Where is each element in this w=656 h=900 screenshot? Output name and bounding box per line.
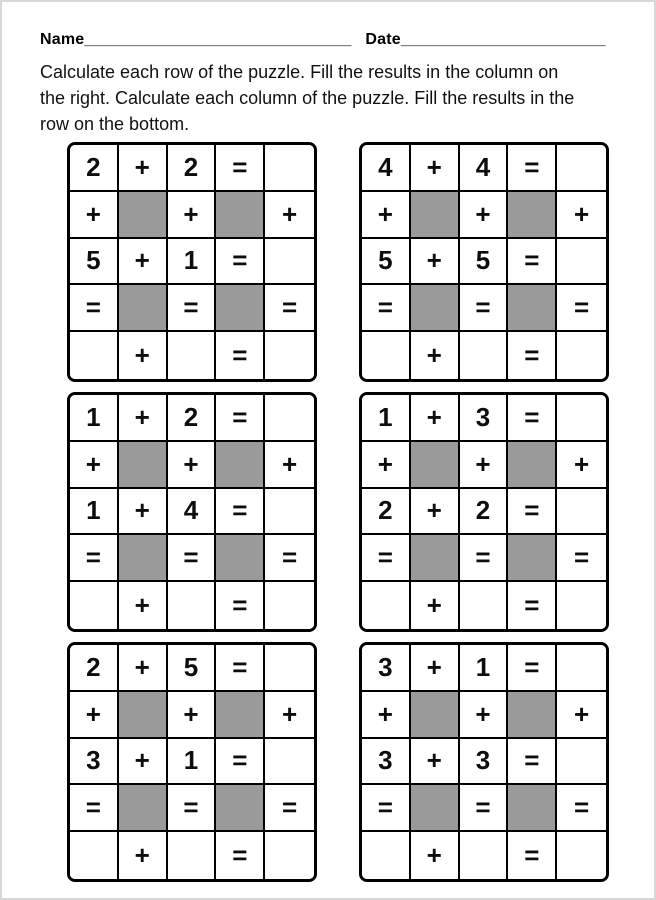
- operator-cell-p2-r4-c3: =: [508, 332, 557, 379]
- operator-cell-p5-r3-c0: =: [70, 785, 119, 832]
- number-cell-p2-r2-c2: 5: [460, 239, 509, 286]
- operator-cell-p6-r0-c1: +: [411, 645, 460, 692]
- answer-cell-p3-r4-c4[interactable]: [265, 582, 314, 629]
- number-cell-p6-r2-c2: 3: [460, 739, 509, 786]
- operator-cell-p3-r1-c0: +: [70, 442, 119, 489]
- number-cell-p2-r0-c0: 4: [362, 145, 411, 192]
- answer-cell-p1-r0-c4[interactable]: [265, 145, 314, 192]
- number-cell-p3-r0-c2: 2: [168, 395, 217, 442]
- answer-cell-p4-r0-c4[interactable]: [557, 395, 606, 442]
- operator-cell-p5-r1-c0: +: [70, 692, 119, 739]
- operator-cell-p4-r2-c3: =: [508, 489, 557, 536]
- operator-cell-p1-r1-c2: +: [168, 192, 217, 239]
- operator-cell-p5-r3-c2: =: [168, 785, 217, 832]
- number-cell-p4-r2-c2: 2: [460, 489, 509, 536]
- operator-cell-p2-r2-c3: =: [508, 239, 557, 286]
- operator-cell-p4-r2-c1: +: [411, 489, 460, 536]
- operator-cell-p1-r0-c1: +: [119, 145, 168, 192]
- operator-cell-p1-r4-c3: =: [216, 332, 265, 379]
- operator-cell-p4-r3-c0: =: [362, 535, 411, 582]
- operator-cell-p6-r1-c2: +: [460, 692, 509, 739]
- operator-cell-p2-r3-c0: =: [362, 285, 411, 332]
- operator-cell-p5-r3-c4: =: [265, 785, 314, 832]
- answer-cell-p4-r4-c4[interactable]: [557, 582, 606, 629]
- operator-cell-p2-r0-c1: +: [411, 145, 460, 192]
- number-cell-p2-r2-c0: 5: [362, 239, 411, 286]
- operator-cell-p3-r4-c1: +: [119, 582, 168, 629]
- blocked-cell-p6-r3-c1: [411, 785, 460, 832]
- number-cell-p1-r2-c0: 5: [70, 239, 119, 286]
- instructions-line-1: Calculate each row of the puzzle. Fill the results in the column on: [40, 62, 559, 82]
- answer-cell-p1-r4-c2[interactable]: [168, 332, 217, 379]
- operator-cell-p4-r1-c2: +: [460, 442, 509, 489]
- instructions: [40, 59, 640, 137]
- blocked-cell-p2-r1-c3: [508, 192, 557, 239]
- operator-cell-p5-r0-c3: =: [216, 645, 265, 692]
- blocked-cell-p1-r3-c3: [216, 285, 265, 332]
- operator-cell-p3-r3-c2: =: [168, 535, 217, 582]
- number-cell-p3-r0-c0: 1: [70, 395, 119, 442]
- operator-cell-p1-r0-c3: =: [216, 145, 265, 192]
- number-cell-p4-r0-c2: 3: [460, 395, 509, 442]
- operator-cell-p4-r1-c0: +: [362, 442, 411, 489]
- operator-cell-p1-r2-c1: +: [119, 239, 168, 286]
- operator-cell-p4-r3-c4: =: [557, 535, 606, 582]
- blocked-cell-p5-r3-c1: [119, 785, 168, 832]
- operator-cell-p1-r1-c4: +: [265, 192, 314, 239]
- blocked-cell-p4-r1-c1: [411, 442, 460, 489]
- puzzle-3: [67, 392, 317, 632]
- operator-cell-p4-r3-c2: =: [460, 535, 509, 582]
- answer-cell-p5-r4-c4[interactable]: [265, 832, 314, 879]
- answer-cell-p2-r2-c4[interactable]: [557, 239, 606, 286]
- answer-cell-p3-r4-c0[interactable]: [70, 582, 119, 629]
- blocked-cell-p4-r1-c3: [508, 442, 557, 489]
- number-cell-p5-r0-c0: 2: [70, 645, 119, 692]
- number-cell-p5-r0-c2: 5: [168, 645, 217, 692]
- answer-cell-p6-r4-c0[interactable]: [362, 832, 411, 879]
- operator-cell-p6-r4-c1: +: [411, 832, 460, 879]
- blocked-cell-p2-r3-c3: [508, 285, 557, 332]
- blocked-cell-p1-r1-c1: [119, 192, 168, 239]
- name-label: Name: [40, 31, 85, 48]
- number-cell-p1-r2-c2: 1: [168, 239, 217, 286]
- operator-cell-p6-r2-c1: +: [411, 739, 460, 786]
- number-cell-p3-r2-c0: 1: [70, 489, 119, 536]
- operator-cell-p4-r4-c1: +: [411, 582, 460, 629]
- operator-cell-p3-r0-c1: +: [119, 395, 168, 442]
- operator-cell-p5-r1-c2: +: [168, 692, 217, 739]
- blocked-cell-p4-r3-c1: [411, 535, 460, 582]
- number-cell-p4-r2-c0: 2: [362, 489, 411, 536]
- operator-cell-p2-r3-c4: =: [557, 285, 606, 332]
- operator-cell-p5-r0-c1: +: [119, 645, 168, 692]
- name-fill-line[interactable]: ______________________________: [84, 31, 352, 48]
- puzzle-2: [359, 142, 609, 382]
- answer-cell-p5-r0-c4[interactable]: [265, 645, 314, 692]
- date-label: Date: [365, 31, 401, 48]
- operator-cell-p1-r1-c0: +: [70, 192, 119, 239]
- operator-cell-p2-r2-c1: +: [411, 239, 460, 286]
- blocked-cell-p1-r3-c1: [119, 285, 168, 332]
- answer-cell-p5-r2-c4[interactable]: [265, 739, 314, 786]
- operator-cell-p1-r3-c4: =: [265, 285, 314, 332]
- answer-cell-p6-r0-c4[interactable]: [557, 645, 606, 692]
- blocked-cell-p6-r3-c3: [508, 785, 557, 832]
- puzzle-5: [67, 642, 317, 882]
- number-cell-p5-r2-c0: 3: [70, 739, 119, 786]
- number-cell-p2-r0-c2: 4: [460, 145, 509, 192]
- operator-cell-p3-r2-c1: +: [119, 489, 168, 536]
- blocked-cell-p3-r1-c3: [216, 442, 265, 489]
- answer-cell-p2-r4-c2[interactable]: [460, 332, 509, 379]
- answer-cell-p5-r4-c2[interactable]: [168, 832, 217, 879]
- operator-cell-p4-r0-c1: +: [411, 395, 460, 442]
- operator-cell-p2-r3-c2: =: [460, 285, 509, 332]
- operator-cell-p1-r3-c2: =: [168, 285, 217, 332]
- blocked-cell-p5-r1-c1: [119, 692, 168, 739]
- operator-cell-p3-r1-c2: +: [168, 442, 217, 489]
- operator-cell-p3-r3-c4: =: [265, 535, 314, 582]
- operator-cell-p3-r1-c4: +: [265, 442, 314, 489]
- operator-cell-p3-r3-c0: =: [70, 535, 119, 582]
- blocked-cell-p3-r1-c1: [119, 442, 168, 489]
- answer-cell-p1-r4-c4[interactable]: [265, 332, 314, 379]
- operator-cell-p6-r1-c4: +: [557, 692, 606, 739]
- puzzle-6: [359, 642, 609, 882]
- operator-cell-p2-r1-c2: +: [460, 192, 509, 239]
- operator-cell-p1-r3-c0: =: [70, 285, 119, 332]
- operator-cell-p3-r2-c3: =: [216, 489, 265, 536]
- answer-cell-p6-r4-c2[interactable]: [460, 832, 509, 879]
- number-cell-p5-r2-c2: 1: [168, 739, 217, 786]
- blocked-cell-p5-r1-c3: [216, 692, 265, 739]
- blocked-cell-p2-r3-c1: [411, 285, 460, 332]
- number-cell-p6-r0-c0: 3: [362, 645, 411, 692]
- operator-cell-p1-r2-c3: =: [216, 239, 265, 286]
- answer-cell-p6-r2-c4[interactable]: [557, 739, 606, 786]
- answer-cell-p2-r0-c4[interactable]: [557, 145, 606, 192]
- blocked-cell-p6-r1-c1: [411, 692, 460, 739]
- operator-cell-p4-r1-c4: +: [557, 442, 606, 489]
- number-cell-p1-r0-c0: 2: [70, 145, 119, 192]
- answer-cell-p3-r4-c2[interactable]: [168, 582, 217, 629]
- header-line: [40, 31, 654, 49]
- answer-cell-p2-r4-c4[interactable]: [557, 332, 606, 379]
- operator-cell-p5-r4-c3: =: [216, 832, 265, 879]
- operator-cell-p6-r0-c3: =: [508, 645, 557, 692]
- operator-cell-p6-r4-c3: =: [508, 832, 557, 879]
- answer-cell-p1-r2-c4[interactable]: [265, 239, 314, 286]
- answer-cell-p3-r0-c4[interactable]: [265, 395, 314, 442]
- blocked-cell-p3-r3-c3: [216, 535, 265, 582]
- puzzle-4: [359, 392, 609, 632]
- number-cell-p6-r0-c2: 1: [460, 645, 509, 692]
- puzzle-1: [67, 142, 317, 382]
- blocked-cell-p3-r3-c1: [119, 535, 168, 582]
- operator-cell-p6-r1-c0: +: [362, 692, 411, 739]
- operator-cell-p4-r4-c3: =: [508, 582, 557, 629]
- answer-cell-p5-r4-c0[interactable]: [70, 832, 119, 879]
- answer-cell-p6-r4-c4[interactable]: [557, 832, 606, 879]
- operator-cell-p2-r4-c1: +: [411, 332, 460, 379]
- date-fill-line[interactable]: _______________________: [400, 31, 606, 48]
- operator-cell-p4-r0-c3: =: [508, 395, 557, 442]
- answer-cell-p4-r2-c4[interactable]: [557, 489, 606, 536]
- answer-cell-p3-r2-c4[interactable]: [265, 489, 314, 536]
- answer-cell-p1-r4-c0[interactable]: [70, 332, 119, 379]
- operator-cell-p2-r0-c3: =: [508, 145, 557, 192]
- answer-cell-p4-r4-c2[interactable]: [460, 582, 509, 629]
- blocked-cell-p2-r1-c1: [411, 192, 460, 239]
- number-cell-p1-r0-c2: 2: [168, 145, 217, 192]
- operator-cell-p5-r1-c4: +: [265, 692, 314, 739]
- number-cell-p3-r2-c2: 4: [168, 489, 217, 536]
- operator-cell-p2-r1-c4: +: [557, 192, 606, 239]
- puzzles-grid: [67, 142, 654, 882]
- operator-cell-p5-r2-c1: +: [119, 739, 168, 786]
- blocked-cell-p4-r3-c3: [508, 535, 557, 582]
- operator-cell-p6-r2-c3: =: [508, 739, 557, 786]
- operator-cell-p2-r1-c0: +: [362, 192, 411, 239]
- instructions-line-2: the right. Calculate each column of the puzzle. Fill the results in the: [40, 88, 575, 108]
- operator-cell-p6-r3-c4: =: [557, 785, 606, 832]
- answer-cell-p4-r4-c0[interactable]: [362, 582, 411, 629]
- operator-cell-p3-r0-c3: =: [216, 395, 265, 442]
- operator-cell-p1-r4-c1: +: [119, 332, 168, 379]
- blocked-cell-p1-r1-c3: [216, 192, 265, 239]
- operator-cell-p6-r3-c2: =: [460, 785, 509, 832]
- number-cell-p6-r2-c0: 3: [362, 739, 411, 786]
- blocked-cell-p5-r3-c3: [216, 785, 265, 832]
- answer-cell-p2-r4-c0[interactable]: [362, 332, 411, 379]
- operator-cell-p3-r4-c3: =: [216, 582, 265, 629]
- instructions-line-3: row on the bottom.: [40, 114, 190, 134]
- operator-cell-p6-r3-c0: =: [362, 785, 411, 832]
- operator-cell-p5-r4-c1: +: [119, 832, 168, 879]
- number-cell-p4-r0-c0: 1: [362, 395, 411, 442]
- operator-cell-p5-r2-c3: =: [216, 739, 265, 786]
- blocked-cell-p6-r1-c3: [508, 692, 557, 739]
